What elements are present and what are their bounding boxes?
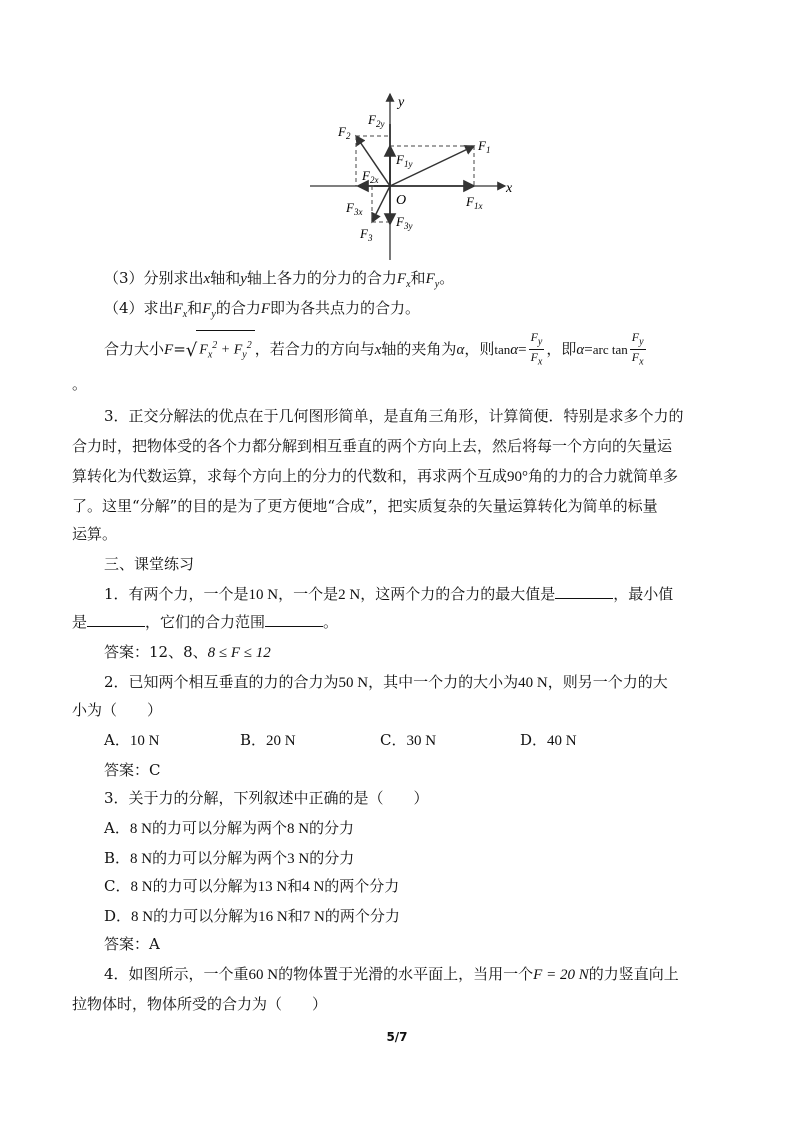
step3-end: 。 <box>439 269 455 287</box>
step3-y: y <box>240 271 247 287</box>
q4-line1 <box>104 964 679 985</box>
page-number: 5/7 <box>386 1030 408 1044</box>
q3-option-a[interactable] <box>104 818 354 839</box>
rad-Fx: F <box>199 342 208 358</box>
step4-and: 和 <box>187 299 203 317</box>
tan-fraction <box>529 330 545 370</box>
step4-Fx: F <box>173 301 183 317</box>
q3-d-and: 和 <box>287 907 303 925</box>
step3-Fy: F <box>425 271 435 287</box>
origin-label: O <box>396 193 407 208</box>
tan-frac-den: F <box>530 350 538 365</box>
q3-c-end: 的两个分力 <box>324 877 400 895</box>
label-F2: $F_2$ <box>338 124 351 141</box>
formula-x: x <box>374 341 382 358</box>
axis-y-label: y <box>398 95 405 110</box>
q1-g: 。 <box>323 613 339 631</box>
q3-c-pre: C． <box>104 877 131 895</box>
q3-a-v1: 8 N <box>129 821 152 837</box>
q2-a: 2．已知两个相互垂直的力的合力为 <box>104 673 339 691</box>
section-title: 三、课堂练习 <box>104 555 195 573</box>
q3-c-and: 和 <box>287 877 303 895</box>
q3-stem: 3．关于力的分解，下列叙述中正确的是（ ） <box>104 789 429 807</box>
formula-mid2: 轴的夹角为 <box>381 339 457 358</box>
para3-line2: 合力时，把物体受的各个力都分解到相互垂直的两个方向上去，然后将每一个方向的矢量运 <box>72 437 673 455</box>
step3-text: （3）分别求出 <box>104 269 204 287</box>
q3-d-end: 的两个分力 <box>324 907 400 925</box>
force-decomposition-diagram <box>300 88 525 266</box>
q2-v1: 50 N <box>338 675 369 691</box>
axis-x-label: x <box>506 181 513 196</box>
q4-v2: F = 20 N <box>533 967 589 983</box>
arctan-frac-den: F <box>631 350 640 365</box>
q1-v1: 10 N <box>248 587 279 603</box>
q3-a-v2: 8 N <box>286 821 310 837</box>
q3-option-d[interactable] <box>104 906 400 927</box>
q3-b-v2: 3 N <box>287 851 310 867</box>
para3-line1: 3．正交分解法的优点在于几何图形简单，是直角三角形，计算简便．特别是求多个力的 <box>104 407 684 425</box>
formula-prefix: 合力大小 <box>104 339 165 358</box>
q3-b-pre: B． <box>104 849 131 867</box>
q3-b-end: 的分力 <box>309 849 355 867</box>
formula-dot: 。 <box>72 375 88 393</box>
para3-degree: 90° <box>507 469 529 485</box>
q1-b: ，一个是 <box>278 585 339 603</box>
formula-mid4: ，即 <box>546 339 577 358</box>
label-F1: $F_1$ <box>478 138 491 155</box>
step4-Fx-sub: x <box>182 309 188 320</box>
q1-a: 1．有两个力，一个是 <box>104 585 249 603</box>
step3-and: 和 <box>410 269 426 287</box>
q3-d-v2: 16 N <box>258 909 288 925</box>
q1-e: 是 <box>72 613 88 631</box>
step3-line <box>104 268 454 295</box>
q3-d-mid: 的力可以分解为 <box>153 907 259 925</box>
q2-line1 <box>104 672 668 693</box>
q3-b-mid: 的力可以分解为两个 <box>152 849 288 867</box>
arctan-frac-den-sub: x <box>639 356 644 368</box>
q4-v1: 60 N <box>248 967 279 983</box>
q3-d-pre: D． <box>104 907 132 925</box>
q1-line1 <box>104 584 673 605</box>
formula-alpha: α <box>456 341 465 358</box>
q4-c: 的力竖直向上 <box>588 965 679 983</box>
label-F2x: $F_{2x}$ <box>362 168 379 185</box>
tan-frac-den-sub: x <box>537 356 543 368</box>
formula-line <box>104 330 648 371</box>
label-F3: $F_3$ <box>360 226 373 243</box>
rad-Fy: F <box>233 342 243 358</box>
formula-arctan: arc tan <box>592 341 628 357</box>
q2-option-b[interactable] <box>240 730 296 751</box>
formula-alpha3: α <box>576 341 585 358</box>
q3-d-v3: 7 N <box>302 909 325 925</box>
formula-F: F <box>164 341 174 358</box>
q2-opt-c-label: C． <box>380 731 407 749</box>
formula-eq3: = <box>584 341 593 358</box>
step3-mid2: 轴上各力的分力的合力 <box>246 269 397 287</box>
step3-Fx-sub: x <box>406 279 411 290</box>
arctan-frac-num: F <box>631 330 640 344</box>
step4-Fy: F <box>202 301 212 317</box>
step4-F: F <box>260 301 270 317</box>
label-F1x: $F_{1x}$ <box>466 194 483 211</box>
q2-opt-a-label: A． <box>104 731 130 749</box>
q2-opt-d-value: 40 N <box>547 733 577 749</box>
label-F3y: $F_{3y}$ <box>396 214 413 231</box>
q1-answer-label: 答案：12、8、 <box>104 643 208 661</box>
label-F2y: $F_{2y}$ <box>368 112 385 129</box>
formula-alpha2: α <box>510 341 519 358</box>
F3-arrow <box>372 186 390 222</box>
arctan-fraction <box>630 330 646 370</box>
q3-a-pre: A． <box>104 819 130 837</box>
step4-Fy-sub: y <box>211 309 216 320</box>
q1-blank-min[interactable] <box>87 612 145 627</box>
q2-c: ，则另一个力的大 <box>547 673 668 691</box>
q2-opt-b-value: 20 N <box>266 733 296 749</box>
q3-c-v3: 4 N <box>302 879 325 895</box>
q3-d-v1: 8 N <box>131 909 154 925</box>
q1-c: ，这两个力的合力的最大值是 <box>360 585 556 603</box>
q2-line2: 小为（ ） <box>72 701 163 719</box>
step3-x: x <box>203 271 211 287</box>
q2-answer: 答案：C <box>104 761 161 779</box>
q1-d: ，最小值 <box>613 585 674 603</box>
q1-f: ，它们的合力范围 <box>145 613 266 631</box>
radical-content: $F_x^2 + F_y^2$ <box>196 330 254 370</box>
step4-line <box>104 298 420 325</box>
q3-a-mid: 的力可以分解为两个 <box>151 819 287 837</box>
formula-eq: = <box>173 339 186 358</box>
q3-option-b[interactable] <box>104 848 354 869</box>
q2-opt-b-label: B． <box>240 731 267 749</box>
q2-option-d[interactable] <box>520 730 577 751</box>
q3-answer: 答案：A <box>104 935 160 953</box>
q2-opt-d-label: D． <box>520 731 548 749</box>
radical-sign: √ <box>185 339 198 361</box>
step4-end: 即为各共点力的合力。 <box>270 299 421 317</box>
step4-mid: 的合力 <box>215 299 261 317</box>
q1-blank-max[interactable] <box>555 584 613 599</box>
q1-line2 <box>72 612 338 632</box>
q2-v2: 40 N <box>518 675 548 691</box>
q3-b-v1: 8 N <box>130 851 153 867</box>
para3-line3b: 角的力的合力就简单多 <box>528 467 679 485</box>
q1-blank-range[interactable] <box>265 612 323 627</box>
q1-answer-range: 8 ≤ F ≤ 12 <box>207 645 271 661</box>
label-F1y: $F_{1y}$ <box>396 152 413 169</box>
q3-c-v1: 8 N <box>130 879 153 895</box>
q2-opt-a-value: 10 N <box>129 733 160 749</box>
tan-frac-num-sub: y <box>537 336 543 348</box>
q4-b: 的物体置于光滑的水平面上，当用一个 <box>278 965 534 983</box>
q3-option-c[interactable] <box>104 876 399 897</box>
q1-v2: 2 N <box>338 587 361 603</box>
arctan-frac-num-sub: y <box>639 336 644 348</box>
para3-line3 <box>72 466 678 487</box>
q4-a: 4．如图所示，一个重 <box>104 965 249 983</box>
para3-line3a: 算转化为代数运算，求每个方向上的分力的代数和，再求两个互成 <box>72 467 508 485</box>
q1-answer <box>104 642 271 663</box>
q3-c-mid: 的力可以分解为 <box>152 877 258 895</box>
tan-frac-num: F <box>530 330 538 344</box>
para3-line5: 运算。 <box>72 525 118 543</box>
q4-line2: 拉物体时，物体所受的合力为（ ） <box>72 995 328 1013</box>
step3-mid: 轴和 <box>210 269 241 287</box>
formula-eq2: = <box>518 341 527 358</box>
label-F3x: $F_{3x}$ <box>346 200 363 217</box>
step3-Fx: F <box>396 271 407 287</box>
q2-b: ，其中一个力的大小为 <box>368 673 519 691</box>
q2-opt-c-value: 30 N <box>406 733 437 749</box>
q3-a-end: 的分力 <box>309 819 355 837</box>
q3-c-v2: 13 N <box>257 879 288 895</box>
formula-tan: tan <box>494 341 511 357</box>
q2-option-c[interactable] <box>380 730 436 751</box>
formula-mid: ，若合力的方向与 <box>254 339 375 358</box>
step3-Fy-sub: y <box>434 279 440 290</box>
q2-option-a[interactable] <box>104 730 159 751</box>
para3-line4: 了。这里“分解”的目的是为了更方便地“合成”，把实质复杂的矢量运算转化为简单的标量 <box>72 497 658 515</box>
formula-mid3: ，则 <box>464 339 495 358</box>
step4-text: （4）求出 <box>104 299 174 317</box>
